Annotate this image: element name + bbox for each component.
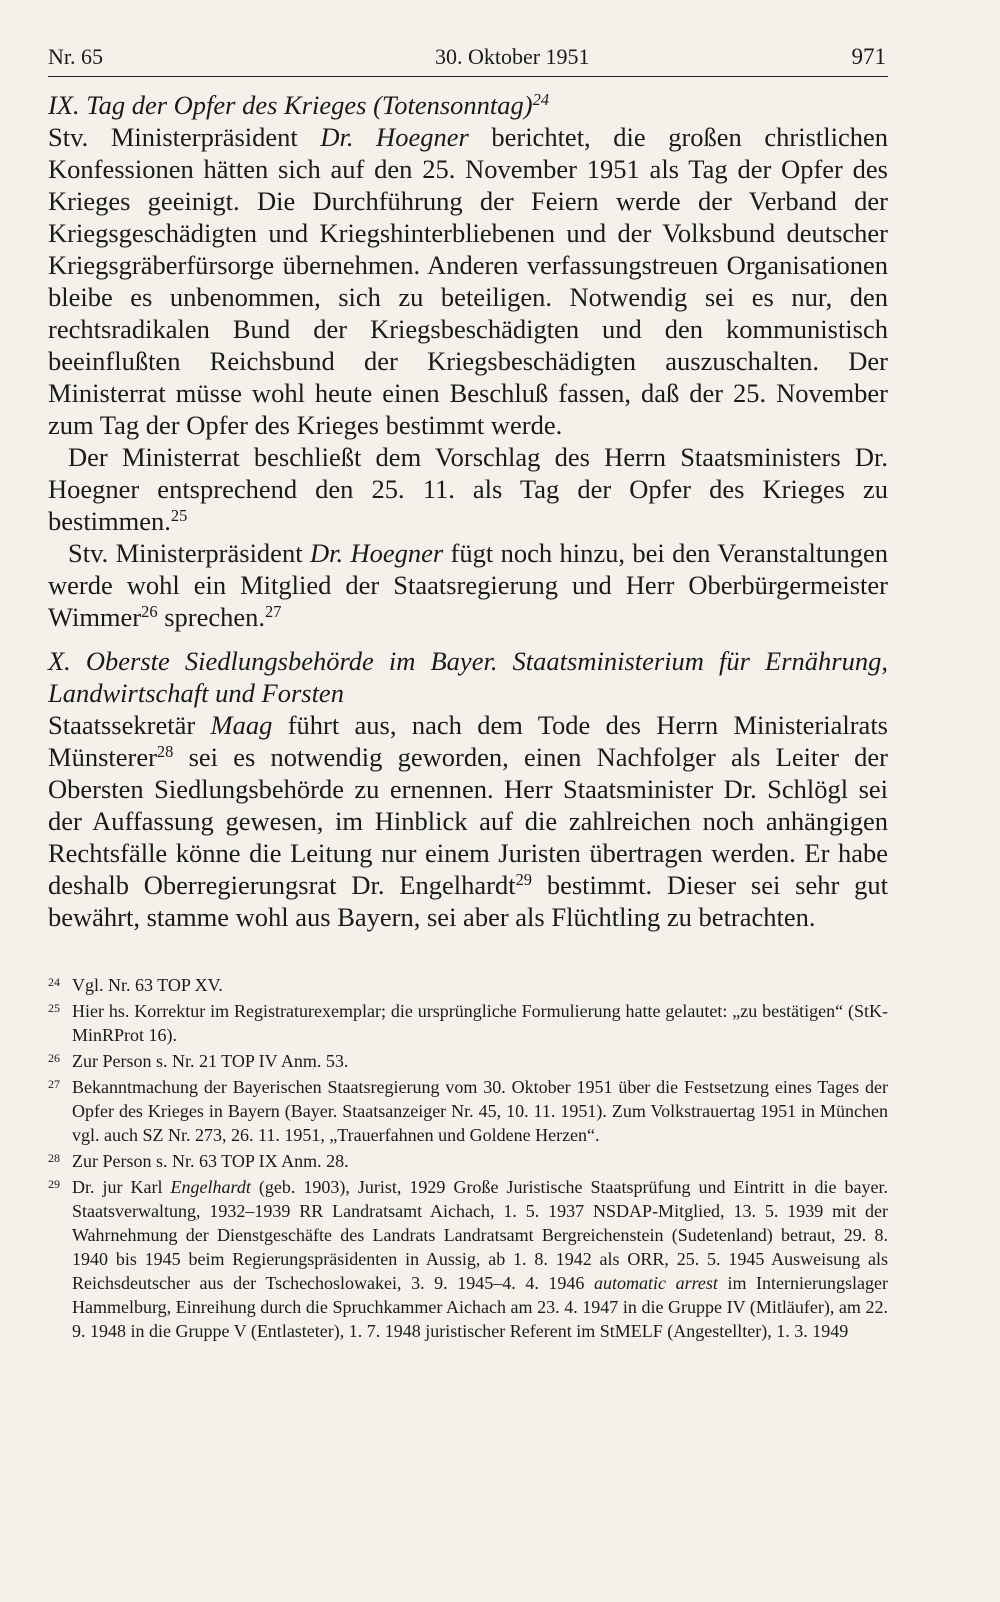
footnote: 26 Zur Person s. Nr. 21 TOP IV Anm. 53. <box>48 1051 349 1071</box>
footnote-ref: 25 <box>170 505 188 525</box>
footnote: 29 Dr. jur Karl Engelhardt (geb. 1903), Jurist, 1929 Große Juristische Staatsprüfung und Eintritt in die bayer. Staatsverwaltung, 1932–1939 RR Landratsamt Aichach, 1. 5. 1937 NSDAP-Mitglied, 13. 5. 1939 mit der Wahrnehmung der Dienstgeschäfte des Landrats Landratsamt Bergreichenstein (Sudetenland) betraut, 29. 8. 1940 bis 1945 beim Regierungspräsidenten in Aussig, ab 1. 8. 1942 als ORR, 25. 5. 1945 Ausweisung als Reichsdeutscher aus der Tschechoslowakei, 3. 9. 1945–4. 4. 1946 automatic arrest im Internierungslager Hammelburg, Einreihung durch die Spruchkammer Aichach am 23. 4. 1947 in die Gruppe IV (Mitläufer), am 22. 9. 1948 in die Gruppe V (Entlasteter), 1. 7. 1948 juristischer Referent im StMELF (Angestellter), 1. 3. 1949 <box>48 1177 889 1341</box>
session-date: 30. Oktober 1951 <box>434 44 590 69</box>
speaker-name: Maag <box>210 710 273 740</box>
paragraph-hoegner-addition: Stv. Ministerpräsident Dr. Hoegner fügt noch hinzu, bei den Veranstaltungen werde wohl ein Mitglied der Staatsregierung und Herr Oberbürgermeister Wimmer$^{26}$ sprechen.$^{27}$ <box>48 538 888 632</box>
footnotes <box>48 973 888 1343</box>
person-name: Engelhardt <box>170 1177 251 1197</box>
footnote: 27 Bekanntmachung der Bayerischen Staatsregierung vom 30. Oktober 1951 über die Festsetzung eines Tages der Opfer des Krieges in Bayern (Bayer. Staatsanzeiger Nr. 45, 10. 11. 1951). Zum Volkstrauertag 1951 in München vgl. auch SZ Nr. 273, 26. 11. 1951, „Trauerfahnen und Goldene Herzen“. <box>48 1077 888 1145</box>
speaker-name: Dr. Hoegner <box>320 122 469 152</box>
footnote: 25 Hier hs. Korrektur im Registraturexemplar; die ursprüngliche Formulierung hatte gelautet: „zu bestätigen“ (StK-MinRProt 16). <box>48 1001 888 1045</box>
speaker-name: Dr. Hoegner <box>309 538 444 568</box>
paragraph-hoegner-report: Stv. Ministerpräsident Dr. Hoegner berichtet, die großen christlichen Konfessionen hätten sich auf den 25. November 1951 als Tag der Opfer des Krieges geeinigt. Die Durchführung der Feiern werde der Verband der Kriegsgeschädigten und Kriegshinterbliebenen und der Volksbund deutscher Kriegsgräberfürsorge übernehmen. Anderen verfassungstreuen Organisationen bleibe es unbenommen, sich zu beteiligen. Notwendig sei es nur, den rechtsradikalen Bund der Kriegsbeschädigten und den kommunistisch beeinflußten Reichsbund der Kriegsbeschädigten auszuschalten. Der Ministerrat müsse wohl heute einen Beschluß fassen, daß der 25. November zum Tag der Opfer des Krieges bestimmt werde. <box>48 122 888 440</box>
paragraph-maag-report: Staatssekretär Maag führt aus, nach dem Tode des Herrn Ministerialrats Münsterer$^{28}$ sei es notwendig geworden, einen Nachfolger als Leiter der Obersten Siedlungsbehörde zu ernennen. Herr Staatsminister Dr. Schlögl sei der Auffassung gewesen, im Hinblick auf die zahlreichen noch anhängigen Rechtsfälle könne die Leitung nur einem Juristen übertragen werden. Er habe deshalb Oberregierungsrat Dr. Engelhardt$^{29}$ bestimmt. Dieser sei sehr gut bewährt, stamme wohl aus Bayern, sei aber als Flüchtling zu betrachten. <box>48 710 889 932</box>
footnote: 28 Zur Person s. Nr. 63 TOP IX Anm. 28. <box>48 1151 349 1171</box>
footnote-ref: 29 <box>515 869 533 889</box>
page-number: 971 <box>851 44 886 69</box>
footnote-ref: 28 <box>156 741 174 761</box>
footnote-ref: 24 <box>532 89 550 109</box>
main-text <box>48 89 888 933</box>
paragraph-resolution: Der Ministerrat beschließt dem Vorschlag des Herrn Staatsministers Dr. Hoegner entsprechend den 25. 11. als Tag der Opfer des Krieges zu bestimmen.$^{25}$ <box>48 442 888 536</box>
footnote: 24 Vgl. Nr. 63 TOP XV. <box>48 975 223 995</box>
section-heading-ix: IX. Tag der Opfer des Krieges (Totensonntag)$^{24}$ <box>48 89 550 120</box>
running-header <box>48 44 888 77</box>
section-heading-x: X. Oberste Siedlungsbehörde im Bayer. Staatsministerium für Ernährung, Landwirtschaft und Forsten <box>48 646 888 708</box>
footnote-ref: 27 <box>265 601 282 621</box>
document-number: Nr. 65 <box>48 44 103 69</box>
term-italic: automatic arrest <box>594 1273 718 1293</box>
footnote-ref: 26 <box>141 601 158 621</box>
